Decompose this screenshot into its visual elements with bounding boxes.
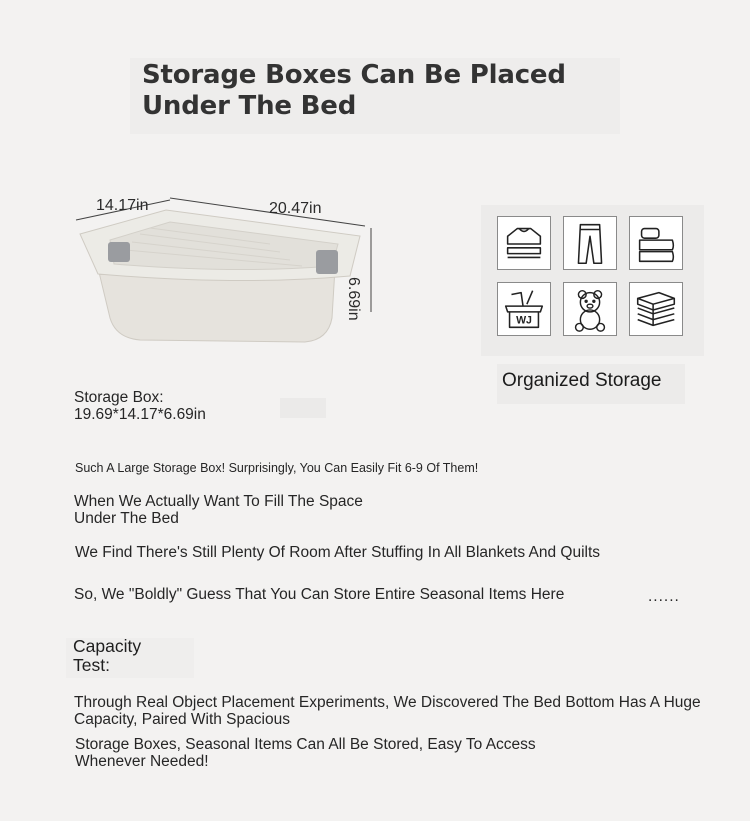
storage-box-spec (74, 389, 206, 423)
ellipsis-dots: ...... (648, 588, 680, 605)
paragraph-easy-access-line-1: Storage Boxes, Seasonal Items Can All Be Stored, Easy To Access (75, 736, 536, 753)
paragraph-fill-space (74, 493, 363, 527)
capacity-test-line-1: Capacity (73, 636, 142, 656)
teddy-bear-icon (563, 282, 617, 336)
paragraph-fill-space-line-2: Under The Bed (74, 510, 179, 527)
paragraph-seasonal-guess: So, We "Boldly" Guess That You Can Store Entire Seasonal Items Here (74, 586, 565, 603)
paragraph-capacity-claim: Such A Large Storage Box! Surprisingly, You Can Easily Fit 6-9 Of Them! (75, 461, 479, 475)
bedding-icon (629, 216, 683, 270)
page-title (142, 60, 612, 122)
paragraph-fill-space-line-1: When We Actually Want To Fill The Space (74, 493, 363, 510)
trousers-icon (563, 216, 617, 270)
paragraph-experiment (74, 694, 750, 728)
folded-clothes-icon (497, 216, 551, 270)
paragraph-easy-access (75, 736, 536, 770)
capacity-test-heading (73, 637, 141, 675)
depth-dimension-label: 14.17in (96, 197, 149, 214)
title-line-2: Under The Bed (142, 91, 357, 121)
width-dimension-label: 20.47in (269, 200, 322, 217)
paragraph-experiment-line-1: Through Real Object Placement Experiments, We Discovered The Bed Bottom Has A Huge (74, 694, 701, 711)
wj-storage-box-icon (497, 282, 551, 336)
paragraph-room-left: We Find There's Still Plenty Of Room After Stuffing In All Blankets And Quilts (75, 544, 601, 561)
paragraph-easy-access-line-2: Whenever Needed! (75, 753, 209, 770)
organized-storage-label: Organized Storage (502, 370, 662, 391)
wj-box-label: WJ (516, 314, 532, 327)
title-line-1: Storage Boxes Can Be Placed (142, 60, 566, 90)
paragraph-experiment-line-2: Capacity, Paired With Spacious (74, 711, 290, 728)
capacity-test-line-2: Test: (73, 655, 110, 675)
height-dimension-label: 6.69in (345, 277, 362, 321)
spec-highlight (280, 398, 326, 418)
spec-line-2: 19.69*14.17*6.69in (74, 406, 206, 423)
stacked-books-icon (629, 282, 683, 336)
spec-line-1: Storage Box: (74, 389, 164, 406)
